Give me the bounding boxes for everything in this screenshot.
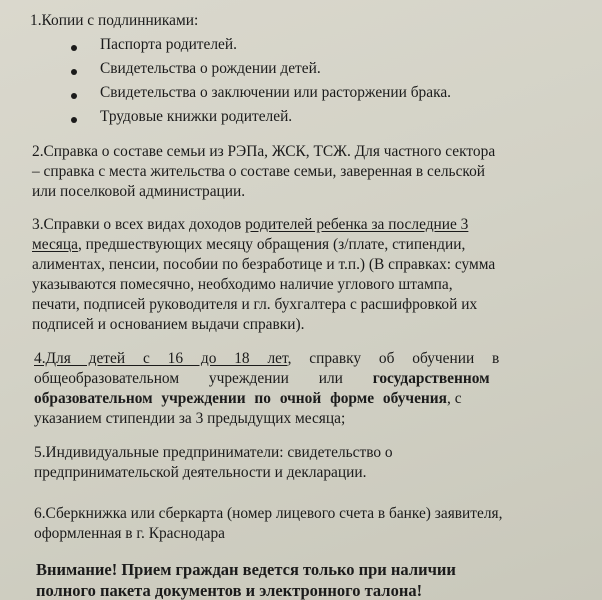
section-1-heading: 1.Копии с подлинниками:: [30, 12, 199, 29]
section-4-line-3: [34, 390, 462, 408]
section-3-line-4: указываются помесячно, необходимо наличие углового штампа,: [32, 276, 453, 293]
section-3-line-2-rest: , предшествующих месяцу обращения (з/плате, стипендии,: [77, 236, 466, 253]
section-2-line-3: или поселковой администрации.: [32, 183, 246, 200]
section-4-line-1-rest: , справку об обучении в: [287, 350, 500, 367]
section-4-line-1: [34, 350, 499, 368]
bullet-icon: [71, 69, 77, 75]
notice-line-2: полного пакета документов и электронного талона!: [36, 581, 423, 600]
section-3-line-5: печати, подписей руководителя и гл. бухгалтера с расшифровкой их: [32, 296, 478, 313]
notice-line-1: Внимание! Прием граждан ведется только при наличии: [36, 560, 456, 579]
section-2-line-2: – справка с места жительства о составе семьи, заверенная в сельской: [32, 163, 486, 180]
section-5-line-1: 5.Индивидуальные предприниматели: свидетельство о: [34, 444, 393, 461]
bullet-icon: [71, 117, 77, 123]
section-3-line-2-underlined: месяца: [32, 236, 78, 253]
bullet-icon: [71, 45, 77, 51]
section-1-item-1: Паспорта родителей.: [100, 36, 237, 53]
section-1-item-3: Свидетельства о заключении или расторжении брака.: [100, 84, 452, 101]
section-1-item-2: Свидетельства о рождении детей.: [100, 60, 321, 77]
section-3-line-1-underlined: родителей ребенка за последние 3: [245, 216, 469, 233]
section-6-line-1: 6.Сберкнижка или сберкарта (номер лицевого счета в банке) заявителя,: [34, 505, 503, 522]
section-4-line-2: [34, 370, 490, 388]
section-4-line-3-bold: образовательном учреждении по очной форме обучения: [34, 390, 447, 407]
bullet-icon: [71, 93, 77, 99]
section-1-item-4: Трудовые книжки родителей.: [100, 108, 293, 125]
section-3-line-1: [32, 216, 468, 234]
section-3-line-2: [32, 236, 465, 254]
section-5-line-2: предпринимательской деятельности и декларации.: [34, 464, 367, 481]
section-2-line-1: 2.Справка о составе семьи из РЭПа, ЖСК, ТСЖ. Для частного сектора: [32, 143, 496, 160]
section-3-line-6: подписей и основанием выдачи справки).: [32, 316, 305, 333]
section-4-line-3-rest: , с: [447, 390, 462, 407]
section-4-line-2-bold: государственном: [372, 370, 490, 387]
section-4-line-4: указанием стипендии за 3 предыдущих месяца;: [34, 410, 346, 427]
section-4-line-1-underlined: 4.Для детей с 16 до 18 лет: [34, 350, 288, 367]
section-6-line-2: оформленная в г. Краснодара: [34, 525, 225, 542]
section-4-line-2-start: общеобразовательном учреждении или: [34, 370, 373, 387]
section-3-line-3: алиментах, пенсии, пособии по безработице и т.п.) (В справках: сумма: [32, 256, 496, 273]
section-3-line-1-start: 3.Справки о всех видах доходов: [32, 216, 246, 233]
